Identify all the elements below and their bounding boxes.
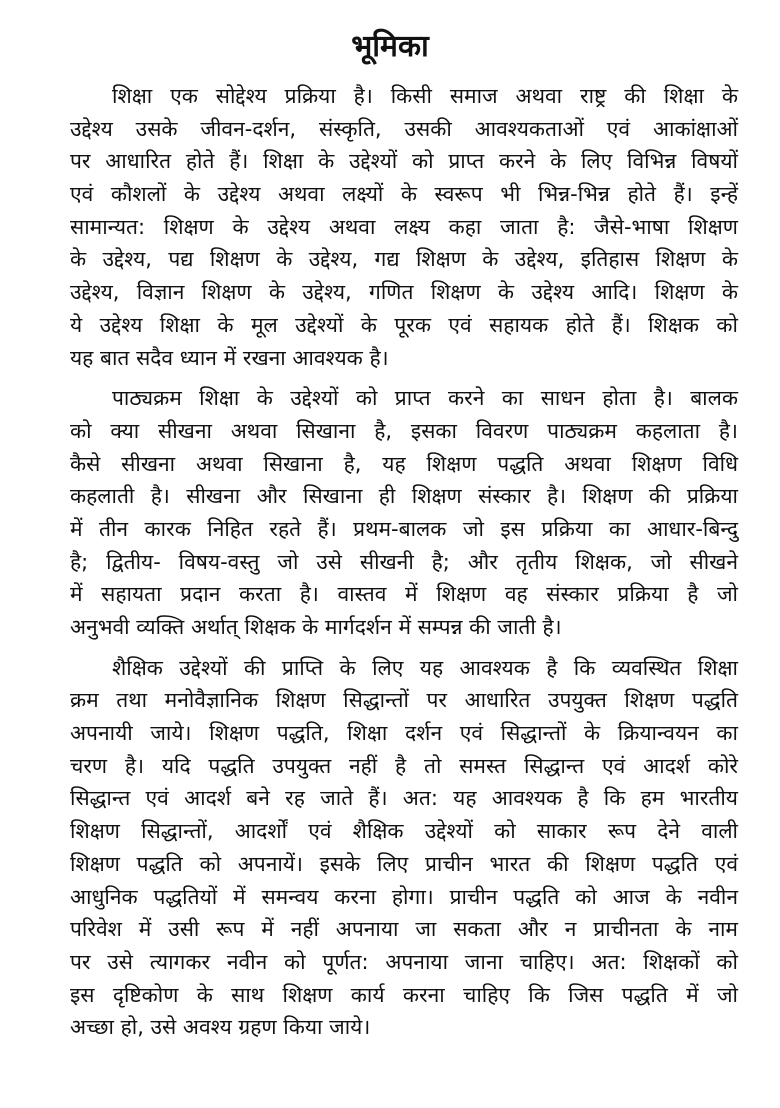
paragraph (70, 382, 738, 644)
text-line: पर उसे त्यागकर नवीन को पूर्णत: अपनाया जाना चाहिए। अत: शिक्षकों को (70, 949, 738, 974)
text-line: चरण है। यदि पद्धति उपयुक्त नहीं है तो समस्त सिद्धान्त एवं आदर्श कोरे (70, 753, 738, 778)
text-line: सिद्धान्त एवं आदर्श बने रह जाते हैं। अत: यह आवश्यक है कि हम भारतीय (70, 786, 738, 811)
text-line: कैसे सीखना अथवा सिखाना है, यह शिक्षण पद्धति अथवा शिक्षण विधि (70, 451, 738, 476)
text-line: उद्देश्य उसके जीवन-दर्शन, संस्कृति, उसकी आवश्यकताओं एवं आकांक्षाओं (70, 116, 738, 141)
text-line: सामान्यत: शिक्षण के उद्देश्य अथवा लक्ष्य कहा जाता है: जैसे-भाषा शिक्षण (70, 214, 738, 239)
text-line: पर आधारित होते हैं। शिक्षा के उद्देश्यों को प्राप्त करने के लिए विभिन्न विषयों (70, 149, 738, 174)
text-line: यह बात सदैव ध्यान में रखना आवश्यक है। (70, 345, 389, 370)
text-line: उद्देश्य, विज्ञान शिक्षण के उद्देश्य, गणित शिक्षण के उद्देश्य आदि। शिक्षण के (70, 280, 738, 305)
text-line: आधुनिक पद्धतियों में समन्वय करना होगा। प्राचीन पद्धति को आज के नवीन (70, 884, 738, 909)
paragraph (70, 80, 738, 374)
text-line: के उद्देश्य, पद्य शिक्षण के उद्देश्य, गद्य शिक्षण के उद्देश्य, इतिहास शिक्षण के (70, 247, 738, 272)
text-line: है; द्वितीय- विषय-वस्तु जो उसे सीखनी है; और तृतीय शिक्षक, जो सीखने (70, 549, 738, 574)
text-line: इस दृष्टिकोण के साथ शिक्षण कार्य करना चाहिए कि जिस पद्धति में जो (70, 982, 738, 1007)
paragraph (70, 652, 738, 1044)
text-line: अपनायी जाये। शिक्षण पद्धति, शिक्षा दर्शन एवं सिद्धान्तों के क्रियान्वयन का (70, 721, 738, 746)
text-line: पाठ्यक्रम शिक्षा के उद्देश्यों को प्राप्त करने का साधन होता है। बालक (112, 386, 738, 411)
text-line: कहलाती है। सीखना और सिखाना ही शिक्षण संस्कार है। शिक्षण की प्रक्रिया (70, 484, 738, 509)
text-line: क्रम तथा मनोवैज्ञानिक शिक्षण सिद्धान्तों पर आधारित उपयुक्त शिक्षण पद्धति (70, 688, 738, 713)
text-line: शिक्षण सिद्धान्तों, आदर्शों एवं शैक्षिक उद्देश्यों को साकार रूप देने वाली (70, 819, 738, 844)
page-title: भूमिका (351, 29, 429, 65)
text-line: एवं कौशलों के उद्देश्य अथवा लक्ष्यों के स्वरूप भी भिन्न-भिन्न होते हैं। इन्हें (70, 182, 738, 207)
text-line: शिक्षा एक सोद्देश्य प्रक्रिया है। किसी समाज अथवा राष्ट्र की शिक्षा के (112, 84, 738, 108)
text-line: ये उद्देश्य शिक्षा के मूल उद्देश्यों के पूरक एवं सहायक होते हैं। शिक्षक को (70, 312, 738, 337)
text-line: शैक्षिक उद्देश्यों की प्राप्ति के लिए यह आवश्यक है कि व्यवस्थित शिक्षा (112, 655, 738, 680)
document-body (70, 80, 738, 1052)
text-line: को क्या सीखना अथवा सिखाना है, इसका विवरण पाठ्यक्रम कहलाता है। (70, 418, 738, 443)
text-line: में तीन कारक निहित रहते हैं। प्रथम-बालक जो इस प्रक्रिया का आधार-बिन्दु (70, 516, 738, 541)
text-line: में सहायता प्रदान करता है। वास्तव में शिक्षण वह संस्कार प्रक्रिया है जो (70, 582, 738, 607)
text-line: शिक्षण पद्धति को अपनायें। इसके लिए प्राचीन भारत की शिक्षण पद्धति एवं (70, 851, 738, 876)
text-line: अच्छा हो, उसे अवश्य ग्रहण किया जाये। (70, 1015, 371, 1040)
text-line: परिवेश में उसी रूप में नहीं अपनाया जा सकता और न प्राचीनता के नाम (70, 917, 738, 942)
text-line: अनुभवी व्यक्ति अर्थात् शिक्षक के मार्गदर्शन में सम्पन्न की जाती है। (70, 615, 562, 639)
